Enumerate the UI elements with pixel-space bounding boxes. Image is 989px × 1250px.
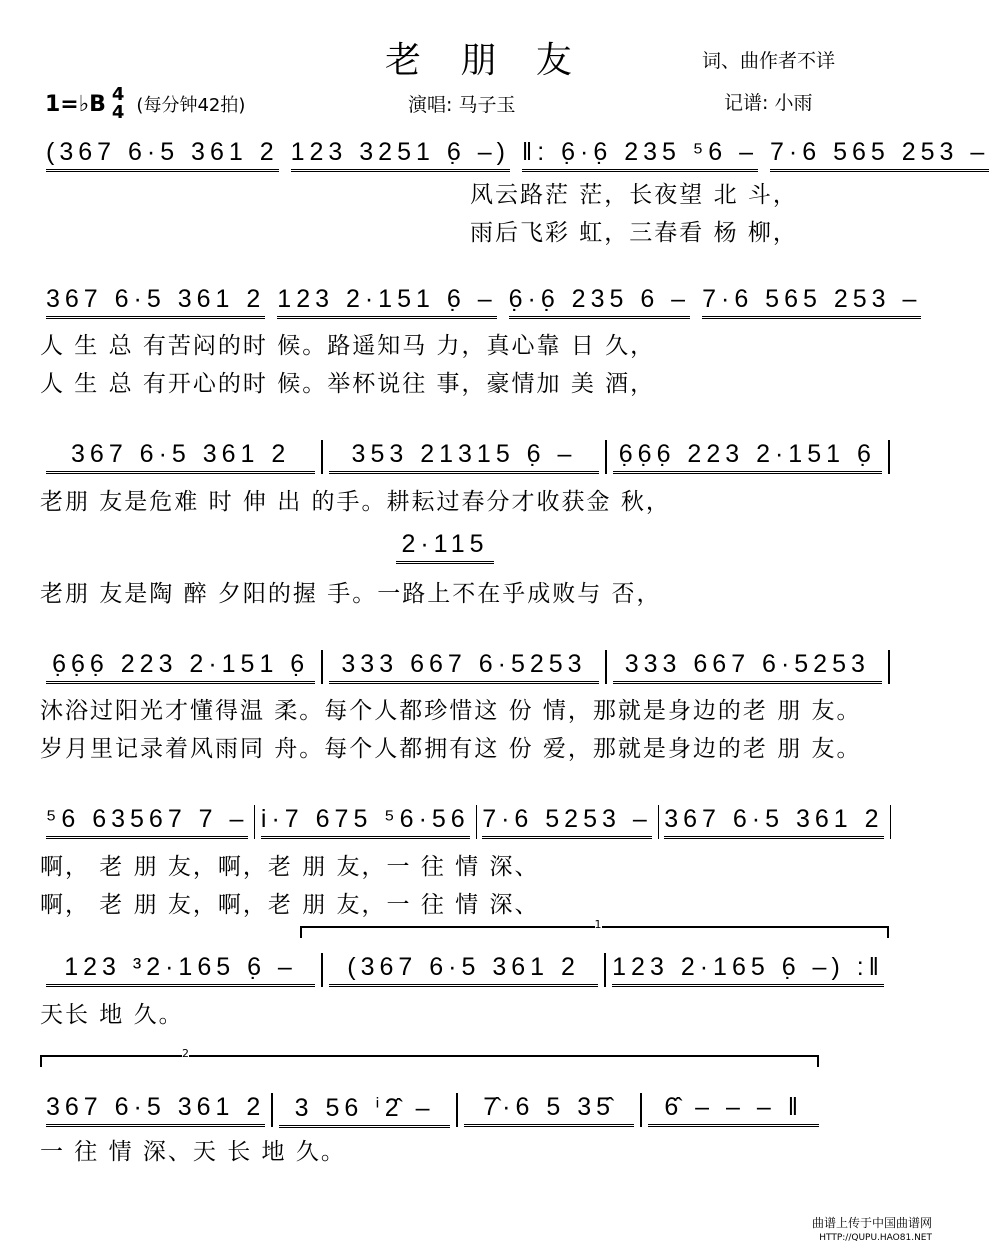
measure: 123 2·165 6̣ –) :‖: [612, 953, 884, 987]
transcriber-credit: 记谱: 小雨: [724, 92, 813, 114]
volta-number: 1: [594, 918, 602, 931]
lyric-line: 一 往 情 深、天 长 地 久。: [40, 1139, 346, 1165]
lyric-line: 人 生 总 有开心的时 候。举杯说往 事，豪情加 美 酒，: [40, 371, 656, 397]
bar-line: [321, 650, 323, 684]
measure: 367 6·5 361 2: [46, 440, 315, 474]
notation-staff: [40, 285, 922, 319]
notation-staff: [40, 953, 890, 987]
measure: 7·6 5253 –: [482, 805, 652, 839]
measure: 6̣6̣6̣ 223 2·151 6̣: [46, 650, 315, 684]
bar-line: [321, 953, 323, 987]
bar-line: [888, 650, 890, 684]
composer-credit: 词、曲作者不详: [702, 50, 836, 72]
lyric-line: 雨后飞彩 虹，三春看 杨 柳，: [470, 220, 798, 246]
tempo: (每分钟42拍): [136, 95, 246, 116]
notation-staff: [40, 440, 890, 474]
notation-staff: [40, 138, 989, 172]
lyric-line: 啊， 老 朋 友，啊，老 朋 友，一 往 情 深、: [40, 892, 540, 918]
measure: 7·6 565 253 –: [702, 285, 921, 319]
measure: 367 6·5 361 2: [46, 285, 265, 319]
notation-staff: [40, 650, 890, 684]
time-bottom: 4: [111, 102, 125, 123]
song-title: 老 朋 友: [385, 40, 586, 81]
measure: 6̣·6̣ 235 6 –: [509, 285, 691, 319]
time-top: 4: [111, 84, 125, 105]
lyric-line: 老朋 友是陶 醉 夕阳的握 手。一路上不在乎成败与 否，: [40, 581, 662, 607]
lyric-line: 老朋 友是危难 时 伸 出 的手。耕耘过春分才收获金 秋，: [40, 489, 671, 515]
measure: (367 6·5 361 2: [329, 953, 598, 987]
measure: 7·6 565 253 –: [770, 138, 989, 172]
measure: 333 667 6·5253: [613, 650, 882, 684]
lyric-line: 风云路茫 茫，长夜望 北 斗，: [470, 182, 798, 208]
bar-line: [271, 1093, 273, 1127]
key: 1=♭B: [45, 91, 106, 117]
bar-line: [605, 440, 607, 474]
measure: 123 ³2·165 6̣ –: [46, 953, 315, 987]
measure: 353 21315 6̣ –: [329, 440, 598, 474]
lyric-line: 天长 地 久。: [40, 1002, 184, 1028]
notation-staff: [390, 530, 500, 564]
bar-line: [604, 953, 606, 987]
measure: 367 6·5 361 2: [46, 1093, 265, 1127]
measure: 123 3251 6̣ –): [291, 138, 510, 172]
key-signature: [45, 86, 245, 122]
measure: 6̂ – – – ‖: [648, 1093, 819, 1127]
watermark-line1: 曲谱上传于中国曲谱网: [811, 1216, 932, 1230]
watermark: [812, 1216, 932, 1246]
bar-line: [321, 440, 323, 474]
notation-staff: [40, 805, 890, 839]
notation-staff: [40, 1093, 825, 1127]
volta-bracket: [300, 918, 889, 938]
measure: 333 667 6·5253: [329, 650, 598, 684]
time-signature: [112, 86, 125, 122]
bar-line: [605, 650, 607, 684]
measure: ⁵6 63567 7 –: [46, 805, 248, 839]
bar-line: [640, 1093, 642, 1127]
measure: 123 2·151 6̣ –: [277, 285, 496, 319]
measure: 6̣6̣6̣ 223 2·151 6̣: [613, 440, 882, 474]
lyric-line: 沐浴过阳光才懂得温 柔。每个人都珍惜这 份 情，那就是身边的老 朋 友。: [40, 698, 862, 724]
measure: ‖: 6̣·6̣ 235 ⁵6 –: [522, 138, 758, 172]
measure: 3 56 ⁱ2̂ –: [279, 1093, 450, 1128]
alternate-notes: 2·115: [396, 530, 494, 564]
bar-line: [456, 1093, 458, 1127]
lyric-line: 岁月里记录着风雨同 舟。每个人都拥有这 份 爱，那就是身边的老 朋 友。: [40, 736, 862, 762]
measure: i·7 675 ⁵6·56: [261, 805, 470, 839]
lyric-line: 人 生 总 有苦闷的时 候。路遥知马 力，真心靠 日 久，: [40, 333, 656, 359]
singer-credit: 演唱: 马子玉: [408, 94, 516, 116]
volta-number: 2: [182, 1047, 189, 1060]
measure: 367 6·5 361 2: [664, 805, 883, 839]
measure: (367 6·5 361 2: [46, 138, 279, 172]
watermark-line2: HTTP://QUPU.HAO81.NET: [819, 1233, 932, 1243]
volta-bracket: [40, 1047, 819, 1067]
measure: 7̂·6 5 35̂: [464, 1093, 635, 1127]
lyric-line: 啊， 老 朋 友，啊，老 朋 友，一 往 情 深、: [40, 854, 540, 880]
bar-line: [888, 440, 890, 474]
